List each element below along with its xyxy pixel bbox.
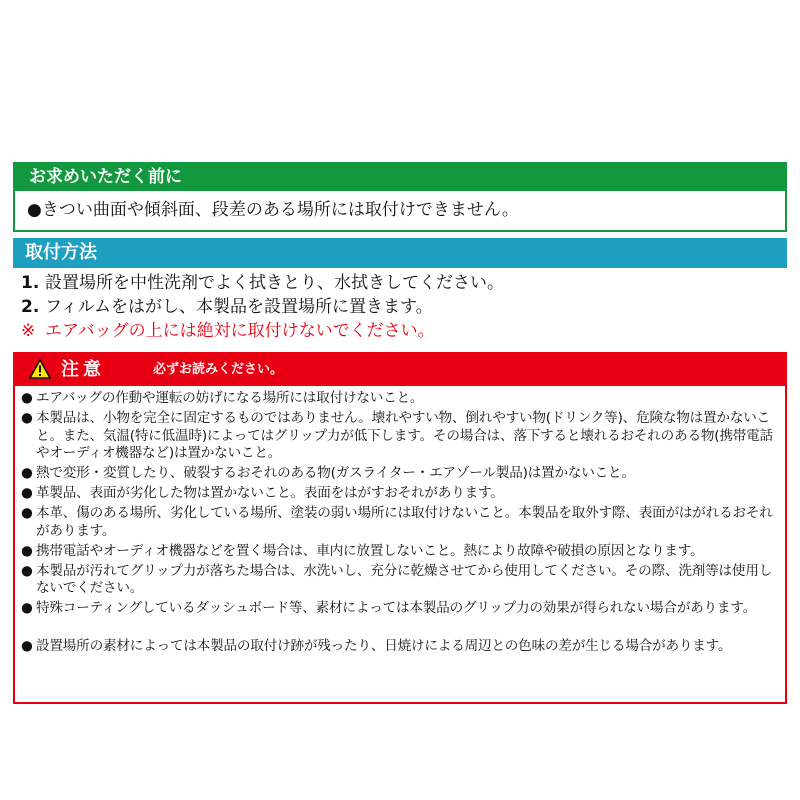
caution-item-text: 熱で変形・変質したり、破裂するおそれのある物(ガスライター・エアゾール製品)は置かないこと。: [36, 465, 635, 482]
bullet: ●: [21, 485, 33, 502]
bullet: ●: [27, 200, 42, 220]
caution-item-text: 携帯電話やオーディオ機器などを置く場合は、車内に放置しないこと。熱により故障や破損の原因となります。: [36, 542, 704, 559]
caution-item: [21, 543, 779, 561]
caution-item: [21, 505, 779, 540]
caution-item-text: 設置場所の素材によっては本製品の取付け跡が残ったり、日焼けによる周辺との色味の差が生じる場合があります。: [36, 637, 732, 654]
before-purchase-header: お求めいただく前に: [15, 164, 785, 191]
caution-section: [13, 352, 787, 704]
bullet: ●: [21, 562, 33, 579]
caution-header: [15, 354, 785, 386]
caution-item: [21, 600, 779, 635]
installation-steps: [13, 268, 787, 343]
before-purchase-section: [13, 162, 787, 232]
caution-list: [15, 386, 785, 673]
before-purchase-note: [15, 191, 785, 230]
bullet: ●: [21, 600, 33, 617]
installation-step-1: [21, 271, 787, 295]
bullet: ●: [21, 505, 33, 522]
caution-item-text: エアバッグの作動や運転の妨げになる場所には取付けないこと。: [36, 390, 424, 406]
caution-item-text: 本製品は、小物を完全に固定するものではありません。壊れやすい物、倒れやすい物(ドリンク等)、危険な物は置かないこと。また、気温(特に低温時)によってはグリップ力が低下します。その場合は、落下すると壊れるおそれのある物(携帯電話やオーディオ機器など)は置かないこと。: [36, 409, 773, 462]
note-mark: ※: [21, 321, 36, 341]
step-number: 1.: [21, 273, 40, 293]
installation-header: 取付方法: [13, 238, 787, 268]
caution-item-text: 本製品が汚れてグリップ力が落ちた場合は、水洗いし、充分に乾燥させてから使用してください。その際、洗剤等は使用しないでください。: [36, 562, 773, 597]
caution-subtitle: 必ずお読みください。: [153, 362, 284, 377]
bullet: ●: [21, 465, 33, 482]
before-purchase-text: きつい曲面や傾斜面、段差のある場所には取付けできません。: [41, 200, 519, 220]
caution-item-text: 本革、傷のある場所、劣化している場所、塗装の弱い場所には取付けないこと。本製品を取外す際、表面がはがれるおそれがあります。: [36, 505, 773, 539]
caution-item: [21, 465, 779, 483]
installation-warning-note: [21, 319, 787, 343]
caution-item: [21, 410, 779, 463]
step-text: フィルムをはがし、本製品を設置場所に置きます。: [45, 297, 433, 317]
bullet: ●: [21, 409, 33, 426]
caution-item: [21, 638, 779, 673]
bullet: ●: [21, 390, 33, 406]
caution-item: [21, 485, 779, 503]
warning-triangle-icon: [29, 359, 51, 379]
installation-step-2: [21, 295, 787, 319]
installation-section: [13, 238, 787, 343]
caution-item-text: 革製品、表面が劣化した物は置かないこと。表面をはがすおそれがあります。: [36, 485, 504, 502]
caution-item: [21, 390, 779, 408]
step-text: 設置場所を中性洗剤でよく拭きとり、水拭きしてください。: [45, 273, 504, 293]
bullet: ●: [21, 637, 33, 654]
bullet: ●: [21, 542, 33, 559]
caution-item-text: 特殊コーティングしているダッシュボード等、素材によっては本製品のグリップ力の効果が得られない場合があります。: [36, 600, 756, 617]
note-text: エアバッグの上には絶対に取付けないでください。: [45, 321, 435, 341]
caution-item: [21, 563, 779, 598]
step-number: 2.: [21, 297, 40, 317]
caution-title: 注意: [61, 359, 105, 380]
